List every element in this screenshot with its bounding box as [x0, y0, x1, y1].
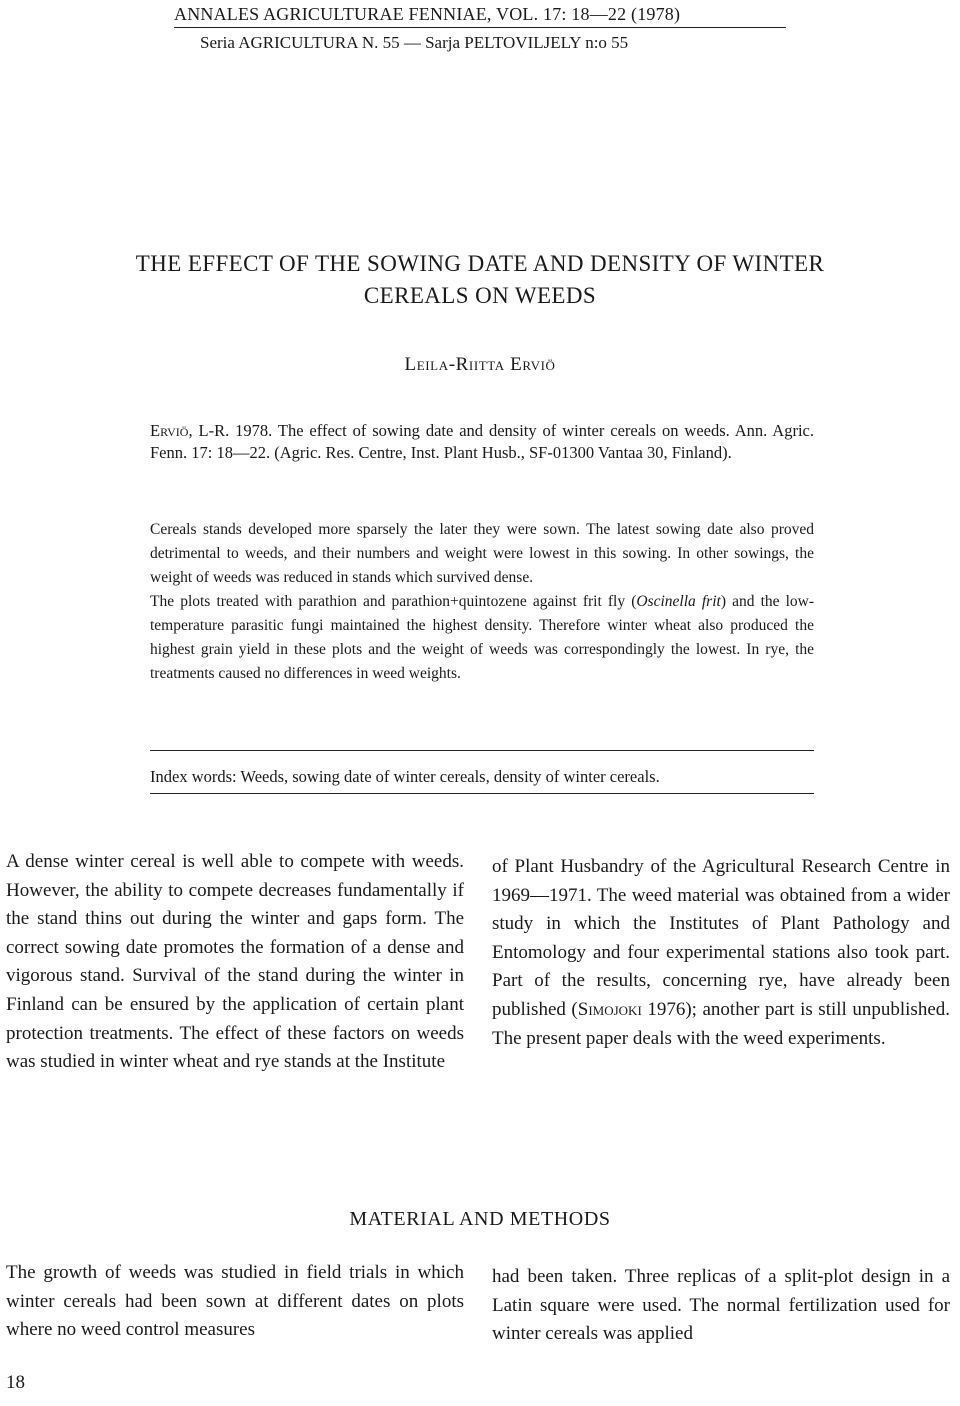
intro-citation-author: Simojoki: [577, 998, 642, 1020]
methods-right-text: had been taken. Three replicas of a split-plot design in a Latin square were used. The normal fertilization used for winter cereals was applied: [492, 1266, 950, 1345]
abstract-paragraph-2: [150, 590, 814, 686]
header-rule: [174, 27, 786, 28]
paper-title: [40, 248, 920, 312]
intro-column-right: [492, 853, 950, 1053]
series-header: Seria AGRICULTURA N. 55 — Sarja PELTOVILJELY n:o 55: [200, 33, 629, 52]
intro-right-start: of Plant Husbandry of the Agricultural Research Centre in 1969—1971. The weed material was obtained from a wider study in which the Institutes of Plant Pathology and Entomology and four experimental stations also took part. Part of the results, concerning rye, have already been published (: [492, 856, 950, 1020]
index-rule-top: [150, 750, 814, 751]
abstract: [150, 518, 814, 686]
intro-left-text: A dense winter cereal is well able to compete with weeds. However, the ability to compete decreases fundamentally if the stand thins out during the winter and gaps form. The correct sowing date promotes the formation of a dense and vigorous stand. Survival of the stand during the winter in Finland can be ensured by the application of certain plant protection treatments. The effect of these factors on weeds was studied in winter wheat and rye stands at the Institute: [6, 851, 464, 1073]
index-rule-bottom: [150, 793, 814, 794]
intro-column-left: [6, 848, 464, 1077]
citation-block: [150, 420, 814, 464]
methods-column-right: [492, 1263, 950, 1349]
abstract-p2-start: The plots treated with parathion and parathion+quintozene against frit fly (: [150, 593, 637, 610]
abstract-paragraph-1: Cereals stands developed more sparsely the later they were sown. The latest sowing date also proved detrimental to weeds, and their numbers and weight were lowest in this sowing. In other sowings, the weight of weeds was reduced in stands which survived dense.: [150, 521, 814, 586]
author-name: Leila-Riitta Erviö: [404, 354, 556, 375]
methods-left-text: The growth of weeds was studied in field trials in which winter cereals had been sown at different dates on plots where no weed control measures: [6, 1262, 464, 1341]
species-name: Oscinella frit: [636, 593, 721, 610]
citation-text: 1978. The effect of sowing date and density of winter cereals on weeds. Ann. Agric. Fenn. 17: 18—22. (Agric. Res. Centre, Inst. Plant Husb., SF-01300 Vantaa 30, Finland).: [150, 421, 815, 462]
citation-author: Erviö, L-R.: [150, 421, 230, 440]
title-line-1: THE EFFECT OF THE SOWING DATE AND DENSITY OF WINTER: [135, 251, 825, 276]
page-number: 18: [6, 1372, 25, 1393]
intro-right-text: [492, 853, 950, 1053]
journal-header: ANNALES AGRICULTURAE FENNIAE, VOL. 17: 18—22 (1978): [174, 4, 681, 24]
title-line-2: CEREALS ON WEEDS: [363, 283, 597, 308]
section-heading: MATERIAL AND METHODS: [349, 1208, 611, 1230]
methods-column-left: [6, 1259, 464, 1345]
index-words: Index words: Weeds, sowing date of winter cereals, density of winter cereals.: [150, 767, 660, 786]
intro-right-end: 1976); another part is still unpublished. The present paper deals with the weed experiments.: [492, 998, 950, 1049]
abstract-p2-end: ) and the low-temperature parasitic fungi maintained the highest density. Therefore winter wheat also produced the highest grain yield in these plots and the weight of weeds was correspondingly the lowest. In rye, the treatments caused no differences in weed weights.: [150, 593, 815, 682]
